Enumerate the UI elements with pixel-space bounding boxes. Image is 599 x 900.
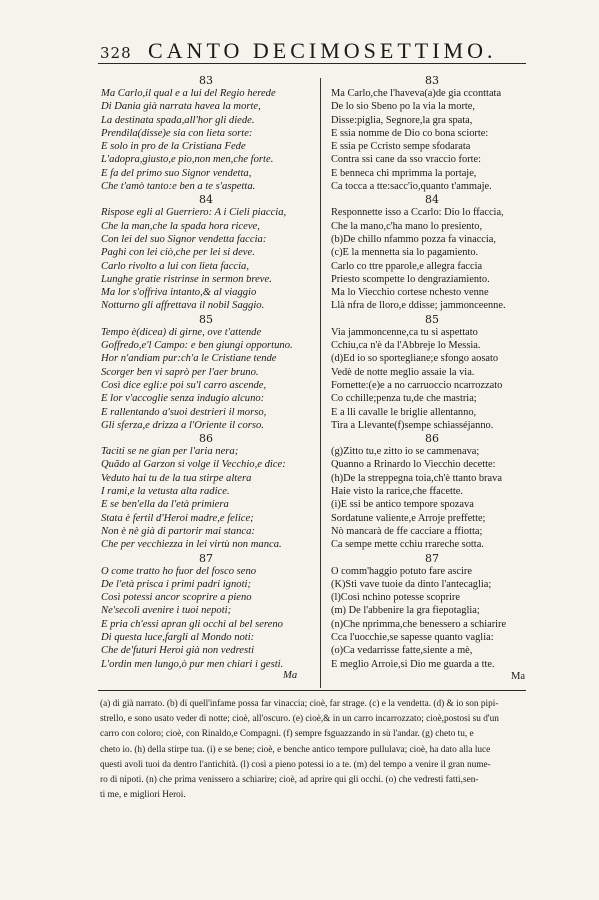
- verse-line: Via jammoncenne,ca tu si aspettato: [331, 326, 478, 338]
- column-divider: [320, 78, 321, 688]
- stanza: [101, 193, 311, 312]
- verse-line: L'ordin men lungo,ò pur men chiari i gesti.: [101, 658, 284, 670]
- verse-line: Paghi con lei ciò,che per lei si deve.: [101, 247, 255, 259]
- verse-line: Ma lo Viecchio cortese nchesto venne: [331, 287, 489, 299]
- verse-line: Ma Carlo,il qual e a lui del Regio herede: [101, 88, 276, 99]
- stanza: [331, 552, 533, 671]
- verse-line: Nò mancarà de ffe cacciare a ffiotta;: [331, 525, 483, 537]
- stanza: [101, 74, 311, 193]
- verse-line: Fornette:(e)e a no carruoccio ncarrozzato: [331, 379, 503, 391]
- verse-line: Notturno gli affrettava il nobil Saggio.: [101, 300, 265, 312]
- verse-line: Responnette isso a Ccarlo: Dio lo ffaccia,: [331, 207, 504, 219]
- verse-line: (g)Zitto tu,e zitto io se cammenava;: [331, 446, 480, 458]
- verse-line: Rispose egli al Guerriero: A i Cieli piaccia,: [101, 207, 287, 219]
- verse-line: E ssia nomme de Dio co bona sciorte:: [331, 127, 489, 139]
- verse-line: Cca l'uocchie,se sapesse quanto vaglia:: [331, 631, 494, 643]
- stanza-number: 84: [199, 193, 213, 207]
- left-catchword: Ma: [283, 670, 298, 681]
- verse-line: Sordatune valiente,e Arroje preffette;: [331, 512, 486, 524]
- verse-line: O comm'haggio potuto fare ascire: [331, 565, 472, 577]
- verse-line: Ma Carlo,che l'haveva(a)de gia cconttata: [331, 88, 502, 99]
- verse-line: Llà nfra de lloro,e ddisse; jammonceenne.: [331, 300, 506, 312]
- footnote-rule: [98, 690, 526, 691]
- verse-line: E rallentando a'suoi destrieri il morso,: [101, 406, 267, 418]
- verse-line: Che la man,che la spada hora riceve,: [101, 220, 260, 232]
- stanza-number: 83: [199, 74, 213, 87]
- footnote-line: cheto io. (h) della stirpe tua. (i) e se bene; cioè, e benche antico tempore pullulava; cioè, ha dato alla luce: [100, 744, 491, 755]
- verse-line: E se ben'ella da l'età primiera: [101, 499, 229, 511]
- footnote-line: ro di nipoti. (n) che prima venissero a schiarire; cioè, ad aprire qui gli occhi. (o) che vedresti fatti,sen-: [100, 774, 479, 785]
- verse-line: Quanno a Rrinardo lo Viecchio decette:: [331, 459, 496, 471]
- italian-verse-column: [101, 74, 311, 671]
- verse-line: Così dice egli:e poi su'l carro ascende,: [101, 379, 267, 391]
- verse-line: Che de'futuri Heroi già non vedresti: [101, 645, 255, 657]
- stanza-number: 86: [425, 432, 439, 446]
- footnote-line: questi avoli tuoi da dentro l'antichità. (l) così a pieno potessi io a te. (m) del tempo a venire il gran nume-: [100, 759, 491, 770]
- verse-line: (m) De l'abbenire la gra fiepotaglia;: [331, 605, 480, 617]
- verse-line: Lunghe gratie ristrinse in sermon breve.: [101, 273, 272, 285]
- verse-line: Veduto hai tu de la tua stirpe altera: [101, 472, 252, 484]
- stanza-number: 83: [425, 74, 439, 87]
- stanza: [101, 432, 311, 551]
- verse-line: De lo sio Sbeno po la via la morte,: [331, 101, 475, 113]
- verse-line: Quãdo al Garzon si volge il Vecchio,e dice:: [101, 459, 286, 471]
- verse-line: Stata è fertil d'Heroi madre,e felice;: [101, 512, 254, 524]
- header-rule: [98, 63, 526, 64]
- verse-line: O come tratto ho fuor del fosco seno: [101, 565, 257, 577]
- verse-line: E a lli cavalle le briglie allentanno,: [331, 406, 477, 418]
- verse-line: L'adopra,giusto,e pio,non men,che forte.: [101, 154, 274, 166]
- verse-line: Scorger ben vi saprò per l'aer bruno.: [101, 366, 259, 378]
- verse-line: (b)De chillo nfammo pozza fa vinaccia,: [331, 233, 497, 245]
- stanza-number: 87: [425, 551, 439, 565]
- verse-line: Di questa luce,fargli al Mondo noti:: [101, 631, 255, 643]
- verse-line: Che per vecchiezza in lei virtù non manca.: [101, 539, 282, 551]
- canto-title: CANTO DECIMOSETTIMO.: [148, 38, 497, 63]
- footnote-line: carro con coloro; cioè, con Rinaldo,e Compagni. (f) sempre fsguazzando in sù l'andar. (g) cheto tu, e: [100, 729, 474, 740]
- footnote-line: (a) di già narrato. (b) di quell'infame possa far vinaccia; cioè, far strage. (c) e la vendetta. (d) & io son pipi-: [100, 699, 499, 709]
- verse-line: (i)E ssi be antico tempore spozava: [331, 499, 474, 511]
- page-number: 328: [100, 44, 132, 62]
- stanza: [331, 432, 533, 551]
- verse-line: (n)Che nprimma,che benessero a schiarire: [331, 618, 507, 630]
- stanza-number: 85: [425, 312, 439, 326]
- verse-line: E ssia pe Ccristo sempe sfodarata: [331, 141, 471, 153]
- verse-line: Tempo è(dicea) di girne, ove t'attende: [101, 326, 262, 338]
- verse-line: E benneca chi mprimma la portaje,: [331, 167, 477, 179]
- verse-line: Di Dania già narrata havea la morte,: [101, 101, 261, 113]
- verse-line: Che t'amò tanto:e ben a te s'aspetta.: [101, 181, 256, 193]
- verse-line: Ma lor s'offriva intanto,& al viaggio: [101, 287, 257, 299]
- stanza: [331, 193, 533, 312]
- verse-line: Hor n'andiam pur:ch'a le Cristiane tende: [101, 353, 277, 365]
- stanza-number: 87: [199, 551, 213, 565]
- verse-line: (d)Ed io so sportegliane;e sfongo aosato: [331, 353, 499, 365]
- verse-line: (K)Sti vave tuoie da dinto l'antecaglia;: [331, 578, 492, 590]
- verse-line: E lor v'accoglie senza indugio alcuno:: [101, 393, 265, 405]
- verse-line: Co cchille;penza tu,de che mastria;: [331, 393, 477, 405]
- verse-line: Ne'secoli avenire i tuoi nepoti;: [101, 605, 232, 617]
- stanza-number: 84: [425, 193, 439, 207]
- verse-line: Con lei del suo Signor vendetta faccia:: [101, 233, 267, 245]
- verse-line: I rami,e la vetusta alta radice.: [101, 486, 230, 498]
- verse-line: E solo in pro de la Cristiana Fede: [101, 141, 246, 153]
- verse-line: Ca tocca a tte:sacc'io,quanto t'ammaje.: [331, 181, 492, 193]
- stanza-number: 86: [199, 432, 213, 446]
- verse-line: Cchiu,ca n'è da l'Abbreje lo Messia.: [331, 340, 481, 352]
- verse-line: E meglio Arroie,si Dio me guarda a tte.: [331, 658, 495, 670]
- verse-line: Che la mano,c'ha mano lo presiento,: [331, 220, 483, 232]
- verse-line: Così potessi ancor scoprire a pieno: [101, 592, 252, 604]
- footnote-line: strello, e sono usato veder di notte; cioè, all'oscuro. (e) cioè,& in un carro incarrozzato; cioè,postosi su d'un: [100, 714, 499, 725]
- stanza: [331, 74, 533, 193]
- verse-line: (o)Ca vedarrisse fatte,siente a mè,: [331, 645, 473, 657]
- stanza: [101, 552, 311, 671]
- verse-line: (c)E la mennetta sia lo pagamiento.: [331, 247, 479, 259]
- verse-line: Carlo co ttre pparole,e allegra faccia: [331, 260, 483, 272]
- verse-line: (h)De la streppegna toia,ch'è ttanto brava: [331, 472, 502, 484]
- verse-line: Contra ssi cane da sso vraccio forte:: [331, 154, 482, 166]
- right-catchword: Ma: [511, 671, 526, 682]
- verse-line: La destinata spada,all'hor gli diede.: [101, 114, 255, 126]
- stanza: [331, 313, 533, 432]
- verse-line: Ca sempe mette cchiu rrareche sotta.: [331, 539, 484, 551]
- verse-line: Goffredo,e'l Campo: e ben giungi opportuno.: [101, 340, 293, 352]
- verse-line: Gli sferza,e drizza a l'Oriente il corso.: [101, 419, 264, 431]
- verse-line: Vedè de notte meglio assaie la via.: [331, 366, 475, 378]
- verse-line: Haie visto la rarice,che ffacette.: [331, 486, 463, 498]
- stanza: [101, 313, 311, 432]
- verse-line: De l'età prisca i primi padri ignoti;: [101, 578, 251, 590]
- verse-line: (l)Così nchino potesse scoprire: [331, 592, 460, 604]
- verse-line: Prendila(disse)e sia con lieta sorte:: [101, 127, 253, 139]
- verse-line: Non è nè già di partorir mai stanca:: [101, 525, 255, 537]
- verse-line: E pria ch'essi apran gli occhi al bel sereno: [101, 618, 283, 630]
- verse-line: Taciti se ne gian per l'aria nera;: [101, 446, 239, 458]
- verse-line: Carlo rivolto a lui con lieta faccia,: [101, 260, 250, 272]
- verse-line: E fa del primo suo Signor vendetta,: [101, 167, 252, 179]
- verse-line: Tira a Llevante(f)sempe schiasséjanno.: [331, 419, 494, 431]
- neapolitan-verse-column: [331, 74, 533, 671]
- verse-line: Disse:piglia, Segnore,la gra spata,: [331, 114, 473, 126]
- stanza-number: 85: [199, 312, 213, 326]
- verse-line: Priesto scompette lo dengraziamiento.: [331, 273, 490, 285]
- footnote-line: ti me, e migliori Heroi.: [100, 790, 186, 801]
- footnotes: [100, 697, 540, 803]
